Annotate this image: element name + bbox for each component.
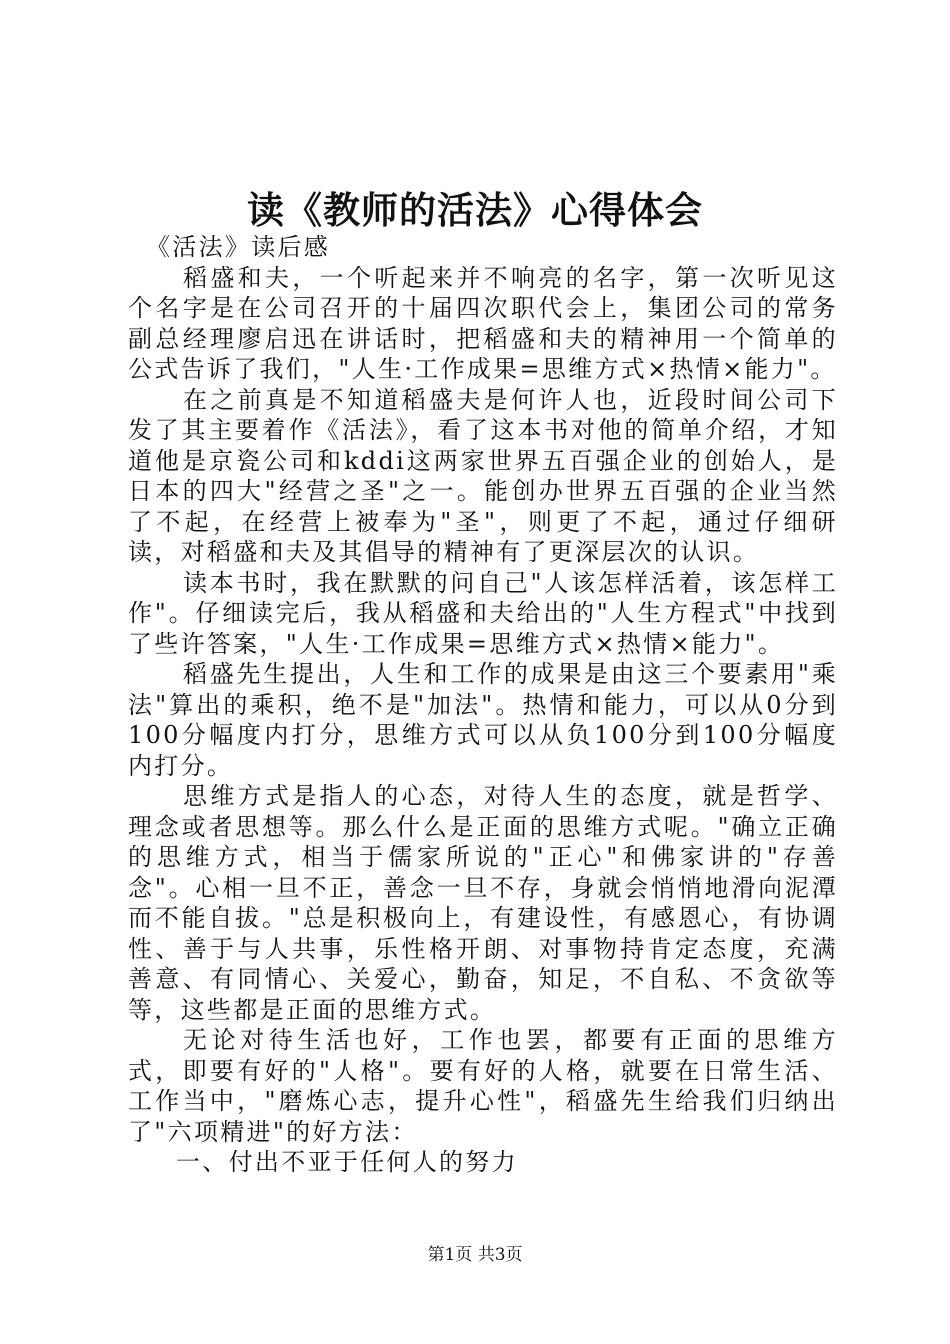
document-body [128,232,838,1178]
document-title: 读《教师的活法》心得体会 [247,188,703,232]
paragraph: 思维方式是指人的心态，对待人生的态度，就是哲学、理念或者思想等。那么什么是正面的思维方式呢。"确立正确的思维方式，相当于儒家所说的"正心"和佛家讲的"存善念"。心相一旦不正，善念一旦不存，身就会悄悄地滑向泥潭而不能自拔。"总是积极向上，有建设性，有感恩心，有协调性、善于与人共事，乐性格开朗、对事物持肯定态度，充满善意、有同情心、关爱心，勤奋，知足，不自私、不贪欲等等，这些都是正面的思维方式。 [128,782,838,1024]
paragraph: 稻盛先生提出，人生和工作的成果是由这三个要素用"乘法"算出的乘积，绝不是"加法"。热情和能力，可以从0分到100分幅度内打分，思维方式可以从负100分到100分幅度内打分。 [128,660,838,780]
paragraph: 稻盛和夫，一个听起来并不响亮的名字，第一次听见这个名字是在公司召开的十届四次职代会上，集团公司的常务副总经理廖启迅在讲话时，把稻盛和夫的精神用一个简单的公式告诉了我们，"人生·工作成果=思维方式×热情×能力"。 [128,263,838,383]
paragraph: 无论对待生活也好，工作也罢，都要有正面的思维方式，即要有好的"人格"。要有好的人格，就要在日常生活、工作当中，"磨炼心志，提升心性"，稻盛先生给我们归纳出了"六项精进"的好方法： [128,1026,838,1146]
paragraph: 在之前真是不知道稻盛夫是何许人也，近段时间公司下发了其主要着作《活法》，看了这本书对他的简单介绍，才知道他是京瓷公司和kddi这两家世界五百强企业的创始人，是日本的四大"经营之圣"之一。能创办世界五百强的企业当然了不起，在经营上被奉为"圣"，则更了不起，通过仔细研读，对稻盛和夫及其倡导的精神有了更深层次的认识。 [128,385,838,566]
list-item: 一、付出不亚于任何人的努力 [176,1148,518,1176]
paragraph: 读本书时，我在默默的问自己"人该怎样活着，该怎样工作"。仔细读完后，我从稻盛和夫给出的"人生方程式"中找到了些许答案，"人生·工作成果=思维方式×热情×能力"。 [128,568,838,658]
page-footer: 第1页 共3页 [427,1245,523,1265]
document-subtitle: 《活法》读后感 [146,233,331,261]
